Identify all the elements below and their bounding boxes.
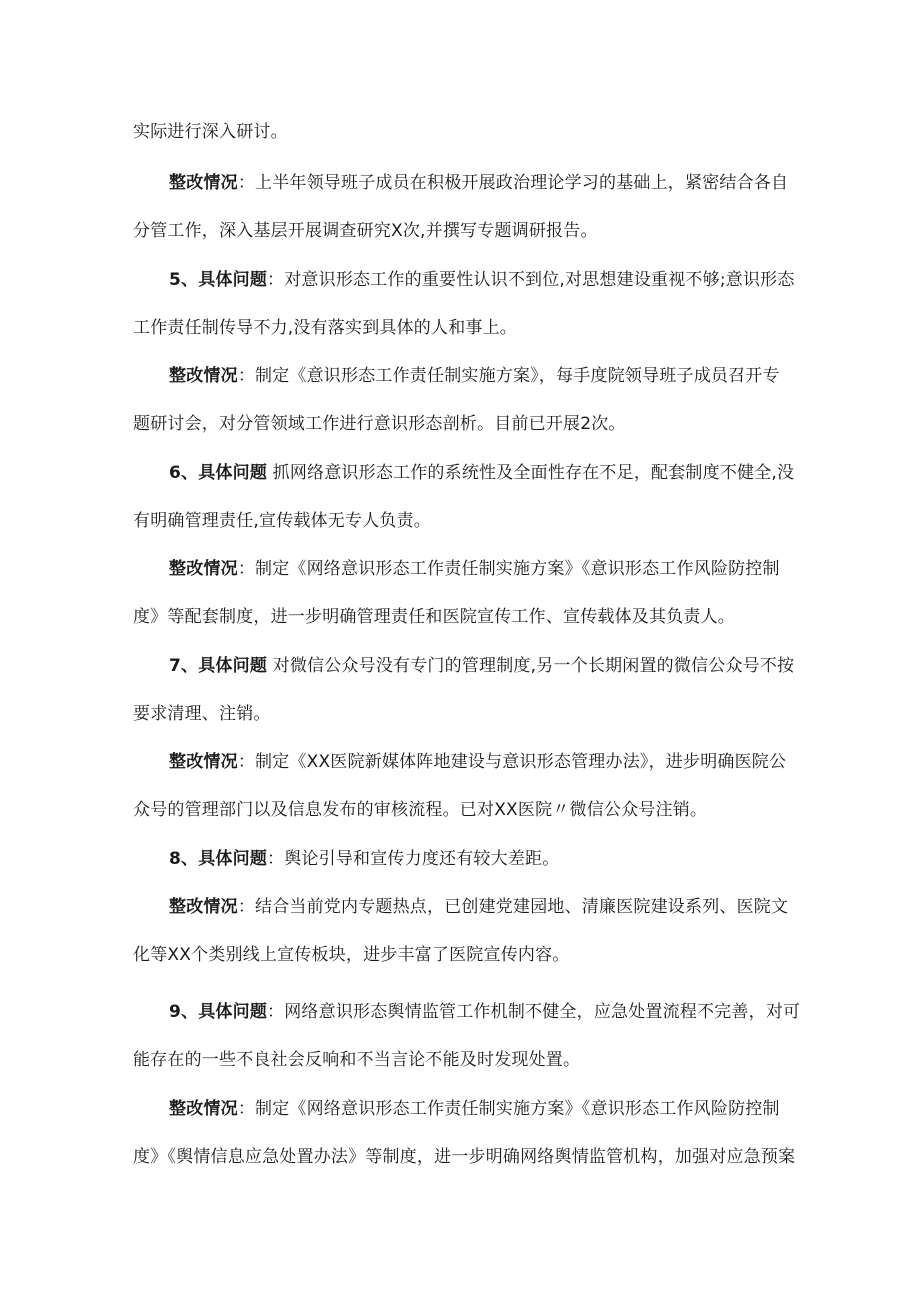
bold-heading-text: 8、具体问题 — [169, 849, 268, 869]
text-line — [0, 847, 920, 871]
text-line — [0, 895, 920, 919]
text-line — [0, 1000, 920, 1024]
body-text: 能存在的一些不良社会反响和不当言论不能及时发现处置。 — [133, 1050, 581, 1070]
body-text: 工作责任制传导不力,没有落实到具体的人和事上。 — [133, 318, 518, 338]
text-line — [0, 268, 920, 292]
text-line — [0, 605, 920, 629]
text-line — [0, 316, 920, 340]
body-text: 化等XX个类别线上宣传板块，进步丰富了医院宣传内容。 — [133, 945, 570, 965]
bold-heading-text: 整改情况 — [169, 559, 238, 579]
bold-heading-text: 6、具体问题 — [169, 463, 268, 483]
text-line — [0, 1097, 920, 1121]
bold-heading-text: 7、具体问题 — [169, 656, 268, 676]
body-text: 有明确管理责任,宣传载体无专人负责。 — [133, 511, 432, 531]
text-line — [0, 461, 920, 485]
text-line — [0, 1048, 920, 1072]
text-line — [0, 171, 920, 195]
text-line — [0, 702, 920, 726]
text-line — [0, 120, 920, 144]
bold-heading-text: 9、具体问题 — [169, 1002, 268, 1022]
bold-heading-text: 整改情况 — [169, 752, 238, 772]
text-line — [0, 219, 920, 243]
bold-heading-text: 整改情况 — [169, 366, 238, 386]
text-line — [0, 364, 920, 388]
bold-heading-text: 整改情况 — [169, 173, 238, 193]
body-text: 要求清理、注销。 — [133, 704, 271, 724]
text-line — [0, 509, 920, 533]
body-text: ：对意识形态工作的重要性认识不到位,对思想建设重视不够;意识形态 — [267, 270, 795, 290]
text-line — [0, 557, 920, 581]
bold-heading-text: 整改情况 — [169, 1099, 238, 1119]
body-text: 对微信公众号没有专门的管理制度,另一个长期闲置的微信公众号不按 — [267, 656, 795, 676]
body-text: 度》等配套制度，进一步明确管理责任和医院宣传工作、宣传载体及其负责人。 — [133, 607, 735, 627]
body-text: 题研讨会，对分管领域工作进行意识形态剖析。目前已开展2次。 — [133, 414, 626, 434]
body-text: 实际进行深入研讨。 — [133, 122, 288, 142]
text-line — [0, 750, 920, 774]
bold-heading-text: 整改情况 — [169, 897, 238, 917]
bold-heading-text: 5、具体问题 — [169, 270, 268, 290]
body-text: ：制定《网络意识形态工作责任制实施方案》《意识形态工作风险防控制 — [237, 1099, 780, 1119]
body-text: ：制定《XX医院新媒体阵地建设与意识形态管理办法》，进步明确医院公 — [237, 752, 787, 772]
body-text: 抓网络意识形态工作的系统性及全面性存在不足，配套制度不健全,没 — [267, 463, 795, 483]
body-text: 分管工作，深入基层开展调查研究X次,并撰写专题调研报告。 — [133, 221, 598, 241]
text-line — [0, 412, 920, 436]
body-text: ：制定《意识形态工作责任制实施方案》，每手度院领导班子成员召开专 — [237, 366, 780, 386]
text-line — [0, 1145, 920, 1169]
body-text: 众号的管理部门以及信息发布的审核流程。已对XX医院〃微信公众号注销。 — [133, 800, 708, 820]
text-line — [0, 943, 920, 967]
body-text: ：舆论引导和宣传力度还有较大差距。 — [267, 849, 560, 869]
body-text: 度》《舆情信息应急处置办法》等制度，进一步明确网络舆情监管机构，加强对应急预案 — [133, 1147, 796, 1167]
body-text: ：制定《网络意识形态工作责任制实施方案》《意识形态工作风险防控制 — [237, 559, 780, 579]
text-line — [0, 654, 920, 678]
body-text: ：结合当前党内专题热点，已创建党建园地、清廉医院建设系列、医院文 — [237, 897, 789, 917]
body-text: ：上半年领导班子成员在积极开展政治理论学习的基础上，紧密结合各自 — [237, 173, 789, 193]
text-line — [0, 798, 920, 822]
body-text: ：网络意识形态舆情监管工作机制不健全，应急处置流程不完善，对可 — [267, 1002, 801, 1022]
